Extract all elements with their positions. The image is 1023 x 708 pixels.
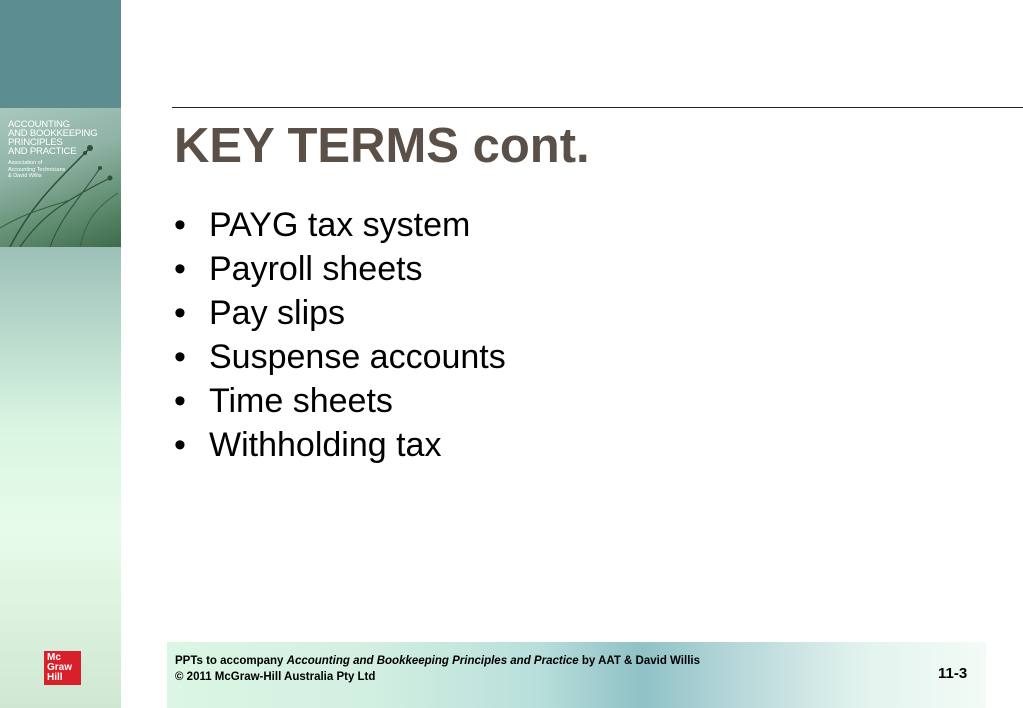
footer-prefix: PPTs to accompany (175, 655, 287, 667)
bullet-marker: • (174, 338, 186, 376)
book-author-line: Association of (8, 160, 43, 166)
page-number: 11-3 (938, 665, 968, 682)
bullet-item (174, 247, 506, 291)
bullet-item (174, 335, 506, 379)
bullet-item (174, 291, 506, 335)
bullet-item (174, 379, 506, 423)
bullet-marker: • (174, 206, 186, 244)
logo-line: Hill (47, 672, 63, 683)
bullet-text: Suspense accounts (209, 338, 506, 376)
bullet-list (174, 203, 506, 467)
book-title-line: PRINCIPLES (8, 137, 63, 148)
sidebar-top-band (0, 0, 121, 108)
mcgraw-hill-logo (44, 651, 81, 685)
footer-bar (167, 642, 986, 708)
footer-suffix: by AAT & David Willis (578, 655, 700, 667)
footer-book-title: Accounting and Bookkeeping Principles and Practice (286, 655, 579, 667)
footer-copyright: © 2011 McGraw-Hill Australia Pty Ltd (175, 671, 376, 683)
bullet-text: Pay slips (209, 294, 346, 332)
bullet-item (174, 423, 506, 467)
bullet-marker: • (174, 426, 186, 464)
bullet-text: Withholding tax (209, 426, 442, 464)
book-cover-image (0, 108, 121, 247)
footer-credit (175, 655, 700, 667)
sidebar (0, 0, 121, 708)
book-title-line: AND PRACTICE (8, 146, 77, 157)
book-title (8, 120, 118, 156)
bullet-text: Time sheets (209, 382, 393, 420)
bullet-text: PAYG tax system (209, 206, 471, 244)
bullet-item (174, 203, 506, 247)
title-divider (172, 107, 1023, 108)
book-title-line: ACCOUNTING (8, 119, 70, 130)
book-title-line: AND BOOKKEEPING (8, 128, 98, 139)
bullet-marker: • (174, 250, 186, 288)
bullet-marker: • (174, 294, 186, 332)
book-author-line: Accounting Technicians (8, 166, 66, 173)
bullet-marker: • (174, 382, 186, 420)
book-author-line: & David Willis (8, 173, 42, 179)
logo-line: Graw (47, 662, 73, 673)
book-authors (8, 160, 108, 180)
slide-title: KEY TERMS cont. (174, 119, 590, 173)
logo-line: Mc (47, 652, 61, 663)
bullet-text: Payroll sheets (209, 250, 423, 288)
